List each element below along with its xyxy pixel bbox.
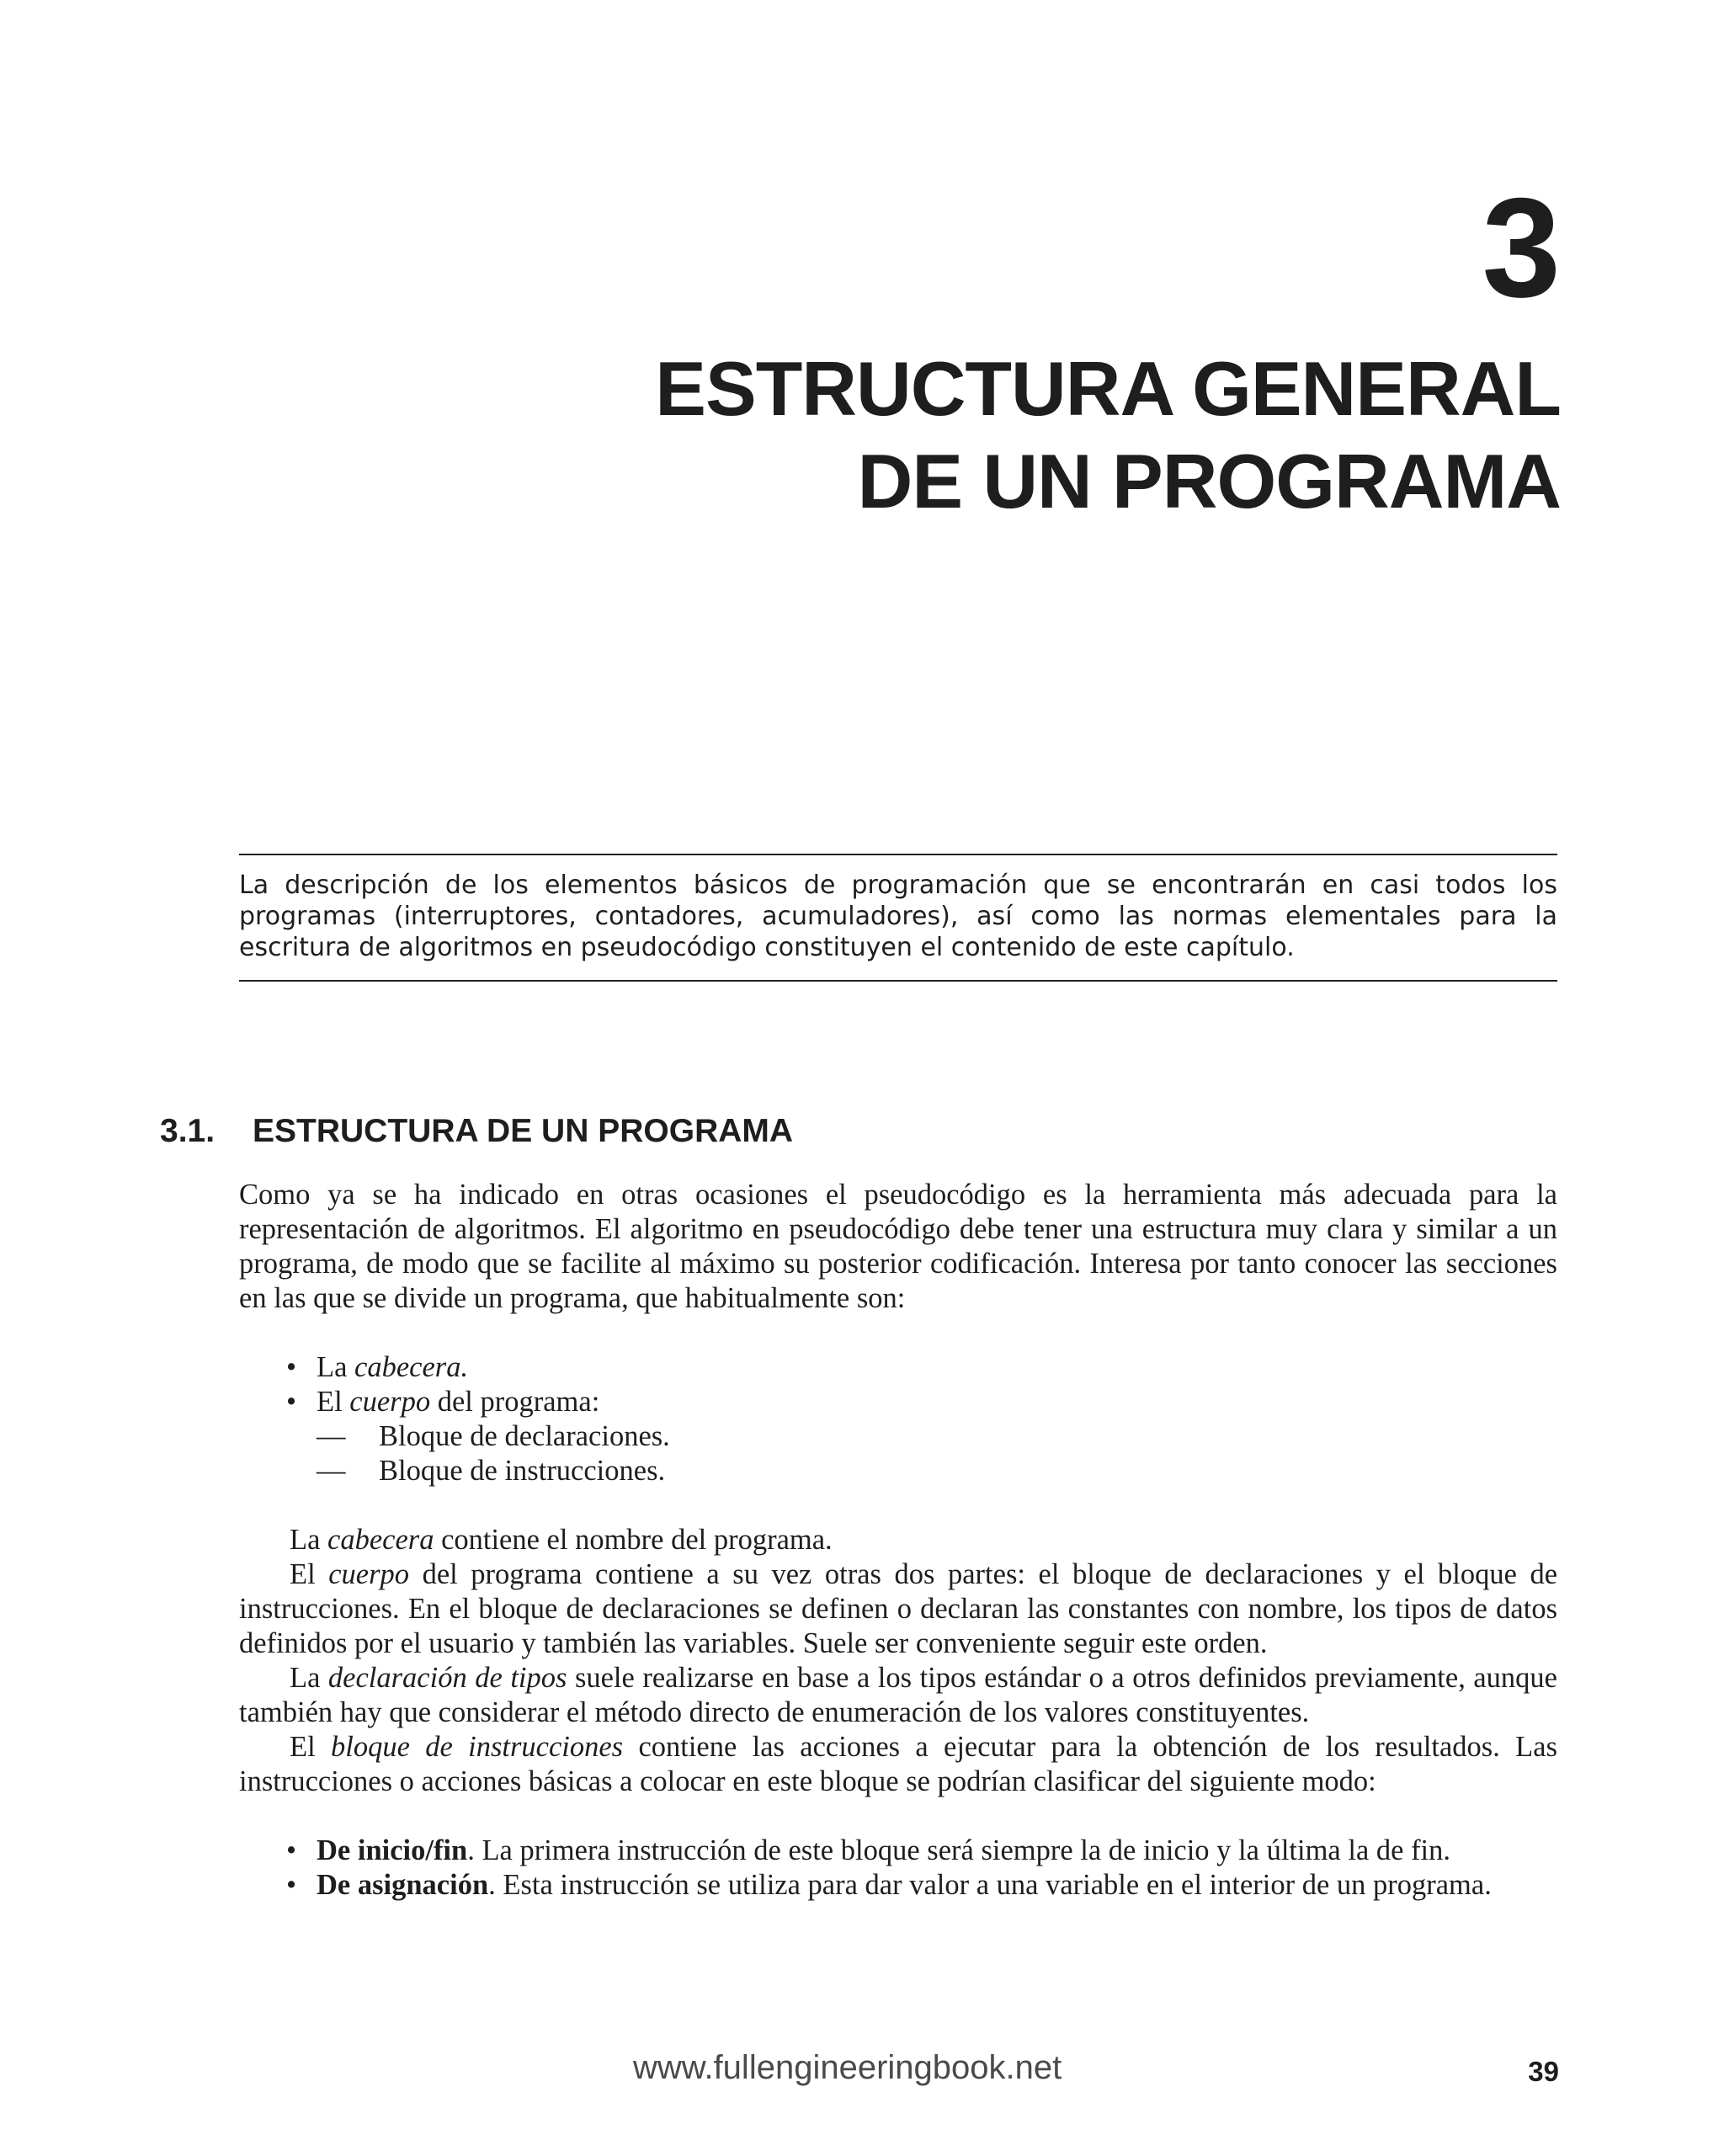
list-item	[239, 1385, 1557, 1419]
paragraph-text: contiene las acciones a ejecutar para la obtención de los resultados. Las instrucciones o acciones básicas a colocar en este bloque se podrían clasificar del siguiente modo:	[239, 1731, 1557, 1797]
paragraph-text: El	[290, 1558, 329, 1590]
list-item-emphasis: cuerpo	[349, 1386, 431, 1418]
chapter-title-line-1: ESTRUCTURA GENERAL	[655, 347, 1561, 432]
chapter-title-line-2: DE UN PROGRAMA	[857, 439, 1561, 524]
section-number: 3.1.	[160, 1113, 216, 1149]
bullet-glyph: •	[286, 1834, 297, 1866]
bullet-glyph: •	[286, 1869, 297, 1901]
paragraph-text: La	[290, 1662, 328, 1694]
dash-glyph: —	[317, 1420, 346, 1452]
list-item-text: del programa:	[430, 1386, 600, 1418]
paragraph-emphasis: bloque de instrucciones	[331, 1731, 624, 1763]
instructions-list	[239, 1834, 1557, 1903]
list-item-text: La	[317, 1351, 355, 1383]
chapter-abstract-box	[239, 854, 1557, 982]
body-text	[239, 1178, 1557, 1903]
bullet-glyph: •	[286, 1351, 297, 1383]
sections-list	[239, 1350, 1557, 1488]
paragraph-emphasis: cuerpo	[328, 1558, 410, 1590]
list-item-text: . La primera instrucción de este bloque será siempre la de inicio y la última la de fin.	[467, 1834, 1451, 1866]
section-title: ESTRUCTURA DE UN PROGRAMA	[253, 1113, 794, 1149]
paragraph	[239, 1557, 1557, 1661]
sub-list-item	[239, 1419, 1557, 1454]
section-heading	[160, 1111, 793, 1152]
list-item	[239, 1350, 1557, 1385]
list-item-emphasis: cabecera.	[354, 1351, 469, 1383]
sub-list-item-text: Bloque de declaraciones.	[379, 1420, 670, 1452]
paragraph-text: contiene el nombre del programa.	[434, 1524, 833, 1556]
list-item-term: De inicio/fin	[317, 1834, 468, 1866]
intro-paragraph: Como ya se ha indicado en otras ocasiones el pseudocódigo es la herramienta más adecuada para la representación de algoritmos. El algoritmo en pseudocódigo debe tener una estructura muy clara y similar a un programa, de modo que se facilite al máximo su posterior codificación. Interesa por tanto conocer las secciones en las que se divide un programa, que habitualmente son:	[239, 1179, 1557, 1314]
page-number: 39	[1528, 2056, 1559, 2087]
sub-list-item-text: Bloque de instrucciones.	[379, 1455, 666, 1487]
bullet-glyph: •	[286, 1386, 297, 1418]
chapter-number: 3	[1482, 168, 1561, 327]
paragraph-text: suele realizarse en base a los tipos estándar o a otros definidos previamente, aunque también hay que considerar el método directo de enumeración de los valores constituyentes.	[239, 1662, 1557, 1728]
list-item-text: El	[317, 1386, 350, 1418]
list-item-text: . Esta instrucción se utiliza para dar valor a una variable en el interior de un programa.	[488, 1869, 1492, 1901]
sub-list-item	[239, 1454, 1557, 1488]
paragraph-text: La	[290, 1524, 328, 1556]
paragraph	[239, 1730, 1557, 1799]
paragraph-emphasis: declaración de tipos	[327, 1662, 567, 1694]
chapter-title	[466, 343, 1561, 529]
paragraph-text: del programa contiene a su vez otras dos partes: el bloque de declaraciones y el bloque de instrucciones. En el bloque de declaraciones se definen o declaran las constantes con nombre, los tipos de datos definidos por el usuario y también las variables. Suele ser conveniente seguir este orden.	[239, 1558, 1558, 1659]
paragraph	[239, 1523, 1557, 1557]
paragraph-emphasis: cabecera	[327, 1524, 434, 1556]
list-item-term: De asignación	[317, 1869, 489, 1901]
list-item	[239, 1834, 1557, 1868]
chapter-abstract-text: La descripción de los elementos básicos de programación que se encontrarán en casi todos los programas (interruptores, contadores, acumuladores), así como las normas elementales para la escritura de algoritmos en pseudocódigo constituyen el contenido de este capítulo.	[239, 870, 1557, 962]
paragraph	[239, 1661, 1557, 1730]
list-item	[239, 1868, 1557, 1903]
dash-glyph: —	[317, 1455, 346, 1487]
footer-url: www.fullengineeringbook.net	[633, 2049, 1062, 2086]
paragraph-text: El	[290, 1731, 331, 1763]
